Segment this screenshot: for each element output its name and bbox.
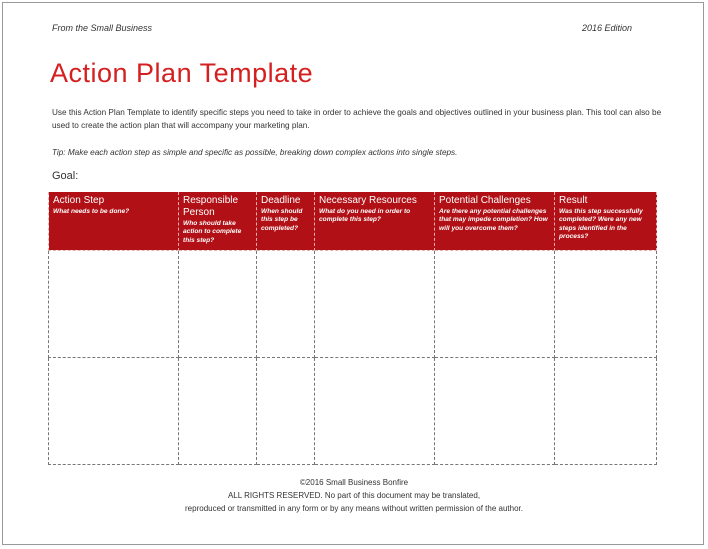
table-cell[interactable]	[49, 357, 179, 464]
column-title: Necessary Resources	[319, 195, 417, 206]
header-right-text: 2016 Edition	[581, 23, 632, 33]
table-row	[49, 357, 657, 464]
footer-copyright: ©2016 Small Business Bonfire	[299, 478, 409, 487]
header-left-text: From the Small Business	[52, 23, 153, 33]
action-plan-table	[48, 192, 657, 465]
goal-label: Goal:	[52, 170, 79, 182]
column-header-necessary-resources	[315, 192, 435, 250]
tip-text: Tip: Make each action step as simple and specific as possible, breaking down complex actions into single steps.	[52, 148, 458, 157]
table-cell[interactable]	[179, 250, 257, 357]
table-cell[interactable]	[555, 250, 657, 357]
column-header-potential-challenges	[435, 192, 555, 250]
intro-paragraph: Use this Action Plan Template to identify specific steps you need to take in order to achieve the goals and objectives outlined in your business plan. This tool can also be used to create the action plan that will accompany your marketing plan.	[52, 108, 662, 130]
column-header-action-step	[49, 192, 179, 250]
table-cell[interactable]	[257, 250, 315, 357]
footer-permission: reproduced or transmitted in any form or by any means without written permission of the author.	[185, 504, 523, 513]
footer	[0, 476, 708, 515]
column-title: Potential Challenges	[439, 195, 531, 206]
column-header-deadline	[257, 192, 315, 250]
column-subtitle: Who should take action to complete this step?	[183, 220, 242, 244]
table-cell[interactable]	[435, 357, 555, 464]
table-cell[interactable]	[315, 357, 435, 464]
column-header-result	[555, 192, 657, 250]
table-cell[interactable]	[179, 357, 257, 464]
column-subtitle: What do you need in order to complete this step?	[319, 208, 411, 224]
footer-rights: ALL RIGHTS RESERVED. No part of this document may be translated,	[227, 491, 481, 500]
column-subtitle: Was this step successfully completed? Were any new steps identified in the process?	[559, 208, 643, 240]
table-row	[49, 250, 657, 357]
column-title: Result	[559, 195, 588, 206]
column-subtitle: What needs to be done?	[53, 208, 130, 215]
column-title: Action Step	[53, 195, 105, 206]
table-cell[interactable]	[49, 250, 179, 357]
page-title: Action Plan Template	[50, 58, 314, 88]
table-cell[interactable]	[555, 357, 657, 464]
column-header-responsible-person	[179, 192, 257, 250]
table-cell[interactable]	[315, 250, 435, 357]
column-title: Deadline	[261, 195, 301, 206]
table-cell[interactable]	[435, 250, 555, 357]
table-header-row	[49, 192, 657, 250]
table-cell[interactable]	[257, 357, 315, 464]
column-subtitle: Are there any potential challenges that may impede completion? How will you overcome them?	[439, 208, 548, 232]
column-title: Responsible Person	[183, 195, 239, 218]
column-subtitle: When should this step be completed?	[261, 208, 303, 232]
